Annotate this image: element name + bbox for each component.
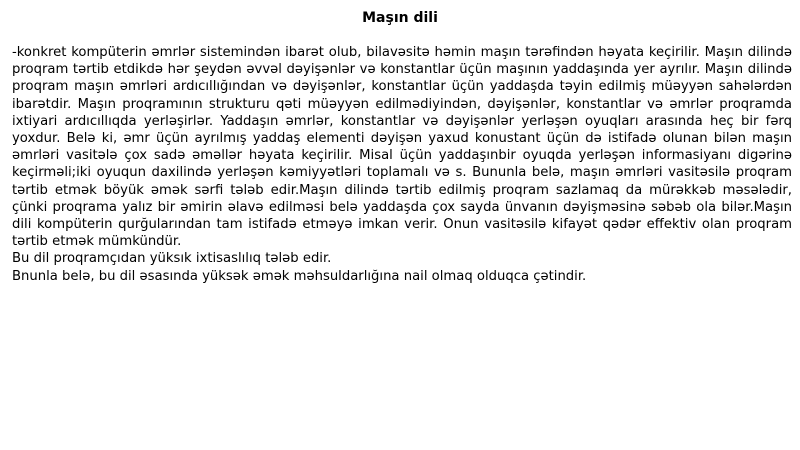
slide-title: Maşın dili — [362, 10, 438, 26]
body-paragraph: Bnunla belə, bu dil əsasında yüksək əmək məhsuldarlığına nail olmaq olduqca çətindir. — [12, 268, 587, 284]
body-paragraph: -konkret kompüterin əmrlər sistemindən ibarət olub, bilavəsitə həmin maşın tərəfindən həyata keçirilir. Maşın dilində proqram tərtib etdikdə hər şeydən əvvəl dəyişənlər və konstantlar üçün maşının yaddaşında yer ayrılır. Maşın dilində proqram maşın əmrləri ardıcıllığından və dəyişənlər, konstantlar üçün yaddaşda təyin edilmiş müəyyən sahələrdən ibarətdir. Maşın proqramının strukturu qəti müəyyən edilmədiyindən, dəyişənlər, konstantlar və əmrlər proqramda ixtiyari ardıcıllıqda yerləşirlər. Yaddaşın əmrlər, konstantlar və dəyişənlər yerləşən oyuqları arasında heç bir fərq yoxdur. Belə ki, əmr üçün ayrılmış yaddaş elementi dəyişən yaxud konustant üçün də istifadə olunan bilən maşın əmrləri vasitələ çox sadə əməllər həyata keçirilir. Misal üçün yaddaşınbir oyuqda yerləşən informasiyanı digərinə keçirməli;iki oyuqun daxilində yerləşən kəmiyyətləri toplamalı və s. Bununla belə, maşın əmrləri vasitəsilə proqram tərtib etmək böyük əmək sərfi tələb edir.Maşın dilində tərtib edilmiş proqram sazlamaq da mürəkkəb məsələdir, çünki proqrama yalız bir əmirin əlavə edilməsi belə yaddaşda çox sayda ünvanın dəyişməsinə səbəb ola bilər.Maşın dili kompüterin qurğularından tam istifadə etməyə imkan verir. Onun vasitəsilə kifayət qədər effektiv olan proqram tərtib etmək mümkündür. — [12, 45, 792, 250]
body-paragraph: Bu dil proqramçıdan yüksık ixtisaslılıq tələb edir. — [12, 251, 332, 267]
slide-body — [12, 44, 792, 285]
